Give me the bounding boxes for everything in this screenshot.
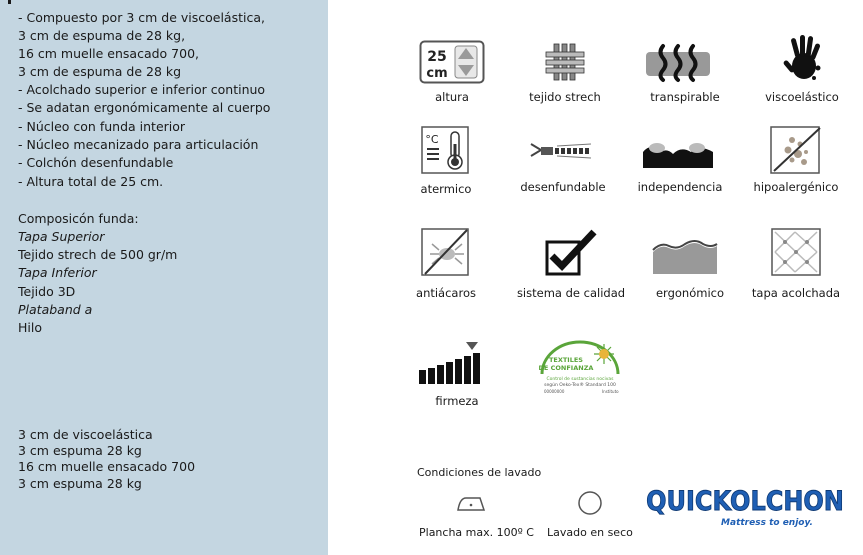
desc-line: - Acolchado superior e inferior continuo [18, 82, 266, 97]
feature-label-atermico: atermico [420, 182, 472, 196]
washing-heading: Condiciones de lavado [417, 466, 542, 479]
height-unit: cm [426, 66, 448, 81]
desc-line: - Compuesto por 3 cm de viscoelástica, [18, 10, 265, 25]
height-25cm-icon [419, 40, 485, 84]
layer-line: 3 cm espuma 28 kg [18, 443, 142, 458]
desc-line: 3 cm de espuma de 28 kg, [18, 28, 186, 43]
dry-clean-circle-icon [577, 490, 603, 516]
hand-print-icon [786, 34, 826, 84]
layer-line: 3 cm de viscoelástica [18, 427, 153, 442]
feature-label-hipoalergenico: hipoalergénico [753, 180, 839, 194]
thermo-unit: °C [425, 133, 439, 146]
composition-item: Tapa Inferior [18, 265, 97, 280]
feature-label-tapa: tapa acolchada [751, 286, 841, 300]
layer-line: 3 cm espuma 28 kg [18, 476, 142, 491]
desc-line: - Se adatan ergonómicamente al cuerpo [18, 100, 271, 115]
layer-line: 16 cm muelle ensacado 700 [18, 459, 196, 474]
composition-item: Tejido 3D [18, 284, 76, 299]
anti-mites-icon [421, 228, 469, 276]
quickolchon-logo [646, 478, 844, 534]
composition-heading: Composicón funda: [18, 211, 139, 226]
independence-springs-icon [641, 138, 717, 170]
feature-label-independencia: independencia [637, 180, 723, 194]
feature-label-tejido: tejido strech [529, 90, 601, 104]
cert-line-1: Control de sustancias nocivas [546, 377, 614, 382]
zipper-icon [529, 138, 595, 166]
textiles-confianza-logo [530, 340, 630, 398]
brand-name: QUICKOLCHON [646, 485, 844, 517]
breathable-waves-icon [645, 42, 711, 84]
description-panel [0, 0, 328, 555]
feature-label-firmeza: firmeza [435, 394, 479, 408]
panel-mark [8, 0, 11, 4]
cert-line-2: según Oeko-Tex® Standard 100 [544, 383, 616, 388]
feature-label-transpirable: transpirable [650, 90, 720, 104]
hypoallergenic-icon [770, 126, 822, 174]
desc-line: - Núcleo mecanizado para articulación [18, 137, 259, 152]
cert-title-1: TEXTILES [548, 356, 584, 364]
ergonomic-wave-icon [651, 240, 719, 276]
desc-line: - Altura total de 25 cm. [18, 174, 164, 189]
brand-tagline: Mattress to enjoy. [721, 518, 813, 528]
checkmark-icon [546, 230, 598, 276]
cert-title-2: DE CONFIANZA [538, 364, 594, 372]
quilted-cover-icon [771, 228, 821, 276]
composition-item: Tapa Superior [18, 229, 105, 244]
composition-item: Hilo [18, 320, 42, 335]
desc-line: 3 cm de espuma de 28 kg [18, 64, 182, 79]
desc-line: 16 cm muelle ensacado 700, [18, 46, 200, 61]
iron-icon [456, 492, 486, 514]
feature-label-calidad: sistema de calidad [516, 286, 626, 300]
feature-label-antiacaros: antiácaros [416, 286, 476, 300]
feature-label-desenfundable: desenfundable [520, 180, 606, 194]
composition-item: Plataband a [18, 302, 93, 317]
cert-institute: Instituto [602, 389, 619, 394]
desc-line: - Núcleo con funda interior [18, 119, 186, 134]
desc-line: - Colchón desenfundable [18, 155, 174, 170]
feature-label-ergonomico: ergonómico [655, 286, 725, 300]
firmness-bars-icon [418, 342, 484, 386]
iron-label: Plancha max. 100º C [419, 526, 534, 539]
cert-code: 00000000 [544, 389, 565, 394]
feature-label-altura: altura [435, 90, 469, 104]
thermometer-icon [421, 126, 469, 174]
dry-clean-label: Lavado en seco [547, 526, 633, 539]
height-badge: 25 [427, 49, 447, 65]
composition-item: Tejido strech de 500 gr/m [18, 247, 178, 262]
woven-fabric-icon [540, 40, 590, 84]
feature-label-visco: viscoelástico [765, 90, 839, 104]
